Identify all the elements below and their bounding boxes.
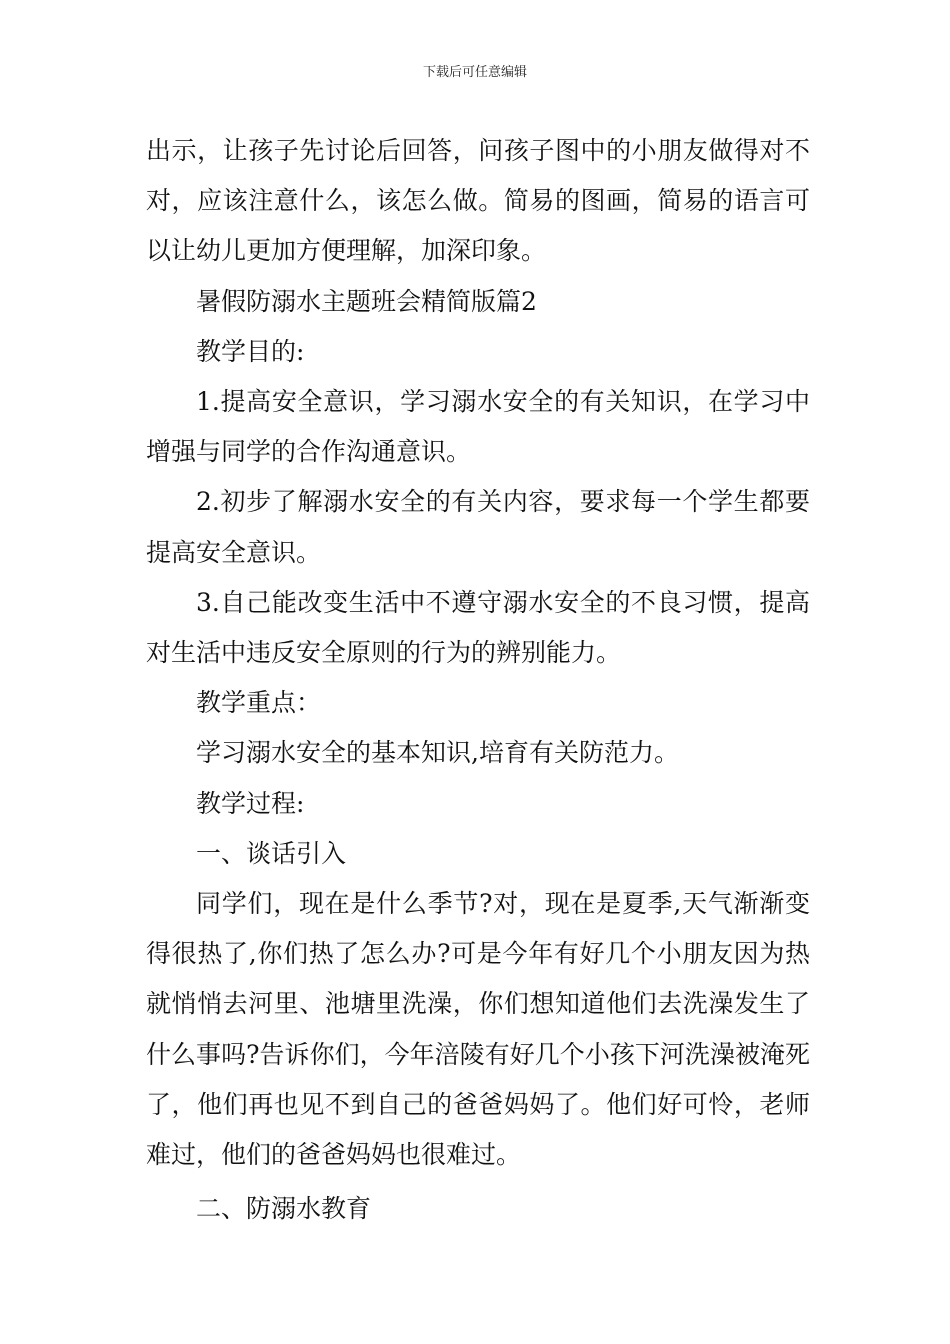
subheading-drowning-prevention: 二、防溺水教育 (196, 1194, 372, 1224)
document-body (146, 126, 810, 1234)
goal-item-1: 1.提高安全意识，学习溺水安全的有关知识，在学习中增强与同学的合作沟通意识。 (146, 387, 810, 467)
heading-teaching-process: 教学过程: (196, 788, 305, 818)
paragraph: 同学们，现在是什么季节?对，现在是夏季,天气渐渐变得很热了,你们热了怎么办?可是今年有好几个小朋友因为热就悄悄去河里、池塘里洗澡，你们想知道他们去洗澡发生了什么事吗?告诉你们，今年涪陵有好几个小孩下河洗澡被淹死了，他们再也见不到自己的爸爸妈妈了。他们好可怜，老师难过，他们的爸爸妈妈也很难过。 (146, 889, 810, 1170)
goal-item-3: 3.自己能改变生活中不遵守溺水安全的不良习惯，提高对生活中违反安全原则的行为的辨别能力。 (146, 587, 810, 668)
subheading-introduction: 一、谈话引入 (196, 838, 347, 868)
paragraph: 学习溺水安全的基本知识,培育有关防范力。 (196, 738, 679, 768)
goal-item-2: 2.初步了解溺水安全的有关内容，要求每一个学生都要提高安全意识。 (146, 487, 810, 567)
page-header-note: 下载后可任意编辑 (422, 65, 527, 80)
heading-teaching-goals: 教学目的: (196, 336, 305, 366)
section-title: 暑假防溺水主题班会精简版篇2 (196, 286, 537, 316)
paragraph: 出示，让孩子先讨论后回答，问孩子图中的小朋友做得对不对，应该注意什么，该怎么做。简易的图画，简易的语言可以让幼儿更加方便理解，加深印象。 (146, 136, 810, 266)
heading-teaching-focus: 教学重点： (196, 688, 322, 718)
